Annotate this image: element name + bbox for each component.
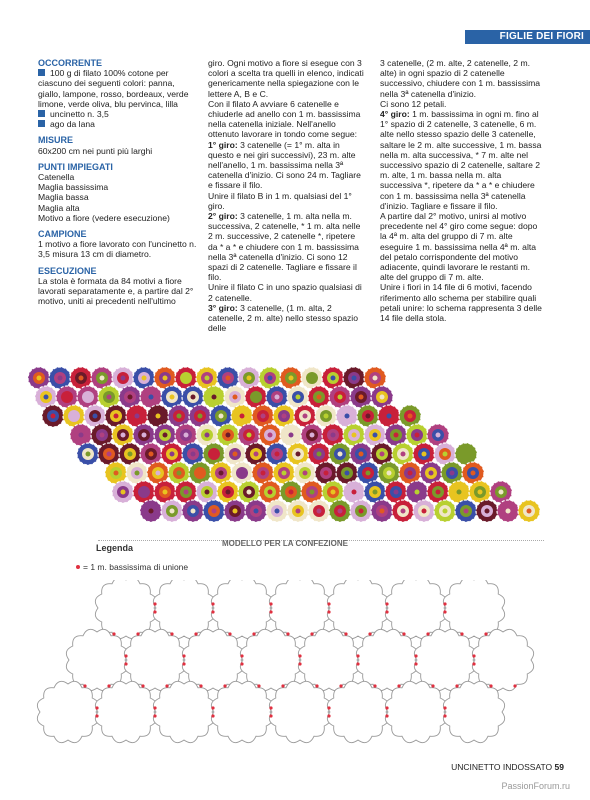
join-dot — [269, 706, 272, 709]
join-dot — [240, 654, 243, 657]
join-dot — [269, 714, 272, 717]
join-dot — [472, 654, 475, 657]
join-dot-icon — [76, 565, 80, 569]
flower-motif — [476, 500, 498, 522]
join-dot — [269, 602, 272, 605]
section-title: FIGLIE DEI FIORI — [499, 31, 584, 42]
join-dot — [443, 714, 446, 717]
join-dot — [107, 684, 110, 687]
paragraph: Unire i fiori in 14 file di 6 motivi, facendo riferimento allo schema per stabilire quali petali unire: lo schema rappresenta 3 delle 14 file della stola. — [380, 282, 542, 324]
join-dot — [489, 684, 492, 687]
diagram-flower — [153, 681, 214, 742]
join-dot — [484, 632, 487, 635]
legend-item: = 1 m. bassissima di unione — [76, 562, 188, 572]
join-dot — [327, 714, 330, 717]
join-dot — [182, 662, 185, 665]
column-right — [380, 58, 542, 323]
punti-item: Motivo a fiore (vedere esecuzione) — [38, 212, 170, 223]
join-dot — [373, 684, 376, 687]
join-dot — [385, 610, 388, 613]
flower-motif — [77, 443, 99, 465]
column-left — [38, 58, 198, 306]
flower-motif — [497, 500, 519, 522]
punti-heading: PUNTI IMPIEGATI — [38, 161, 113, 172]
paragraph: giro. Ogni motivo a fiore si esegue con 3 colori a scelta tra quelli in elenco, indicati genericamente nella spiegazione con le lettere A, B e C. — [208, 58, 364, 99]
round-4: 4° giro: 1 m. bassissima in ogni m. fino al 1° spazio di 2 catenelle, 3 catenelle, 6 m. alte nello stesso spazio delle 3 catenelle, saltare le 2 m. alte successive, 1 m. bassa nella m. alta successiva, * 7 m. alte nel successivo spazio di 2 catenelle, saltare 2 m. alte, 1 m. bassa nella m. alta successiva *, ripetere da * a * e chiudere con 1 m. bassissima nella 3ª catenella d'inizio. Tagliare e fissare il filo. — [380, 109, 542, 211]
campione-heading: CAMPIONE — [38, 229, 87, 240]
join-dot — [141, 684, 144, 687]
join-dot — [298, 654, 301, 657]
join-dot — [327, 706, 330, 709]
join-dot — [182, 654, 185, 657]
round-1: 1° giro: 3 catenelle (= 1° m. alta in questo e nei giri successivi), 23 m. alte nell'anello, 1 m. bassissima nella 3ª catenella d'inizio. Ci sono 24 m. Tagliare e fissare il filo. — [208, 139, 361, 191]
flower-motif — [434, 500, 456, 522]
flower-motif — [518, 500, 540, 522]
join-dot — [513, 684, 516, 687]
diagram-flower — [385, 681, 446, 742]
punti-item: Maglia bassa — [38, 192, 89, 203]
flower-motif — [203, 500, 225, 522]
bullet-icon — [38, 69, 45, 76]
magazine-name: UNCINETTO INDOSSATO — [451, 762, 553, 772]
join-dot — [443, 610, 446, 613]
join-dot — [257, 684, 260, 687]
occorrente-item: ago da lana — [38, 119, 198, 129]
flower-motif — [245, 500, 267, 522]
join-dot — [83, 684, 86, 687]
flower-motif — [413, 500, 435, 522]
join-dot — [211, 714, 214, 717]
campione-text: 1 motivo a fiore lavorato con l'uncinetto n. 3,5 misura 13 cm di diametro. — [38, 239, 197, 260]
join-dot — [165, 684, 168, 687]
join-dot — [240, 662, 243, 665]
join-dot — [385, 714, 388, 717]
join-dot — [368, 632, 371, 635]
join-dot — [211, 706, 214, 709]
join-dot — [170, 632, 173, 635]
diagram-title: MODELLO PER LA CONFEZIONE — [222, 539, 348, 548]
misure-text: 60x200 cm nei punti più larghi — [38, 145, 153, 156]
flower-motif — [224, 500, 246, 522]
page-number: 59 — [554, 762, 564, 772]
legend-title: Legenda — [96, 543, 134, 553]
punti-item: Maglia bassissima — [38, 182, 109, 193]
join-dot — [211, 610, 214, 613]
join-dot — [298, 662, 301, 665]
join-dot — [223, 684, 226, 687]
stole-photo — [0, 360, 590, 530]
round-3: 3° giro: 3 catenelle, (1 m. alta, 2 catenelle, 2 m. alte) nello stesso spazio delle — [208, 302, 358, 334]
flower-motif — [350, 500, 372, 522]
occorrente-item: 100 g di filato 100% cotone per ciascuno dei seguenti colori: panna, giallo, lampone, rosso, bordeaux, verde limone, verde oliva, blu pervinca, lilla — [38, 68, 189, 109]
join-dot — [252, 632, 255, 635]
join-dot — [153, 602, 156, 605]
join-dot — [315, 684, 318, 687]
flower-motif — [371, 500, 393, 522]
join-dot — [443, 706, 446, 709]
join-dot — [286, 632, 289, 635]
join-dot — [310, 632, 313, 635]
esecuzione-heading: ESECUZIONE — [38, 265, 97, 276]
paragraph: Unire il filato C in uno spazio qualsiasi di 2 catenelle. — [208, 282, 362, 303]
diagram-flower — [211, 681, 272, 742]
page-footer — [451, 762, 564, 772]
join-dot — [281, 684, 284, 687]
occorrente-heading: OCCORRENTE — [38, 58, 103, 68]
flower-motif — [161, 500, 183, 522]
paragraph: A partire dal 2° motivo, unirsi al motivo precedente nel 4° giro come segue: dopo la 4ª m. alta del gruppo di 7 m. alte eseguire 1 m. bassissima nella 4ª m. alta del petalo corrispondente del motivo adiacente, quindi lavorare le restanti m. alte del gruppo di 7 m. alte. — [380, 211, 538, 283]
join-dot — [199, 684, 202, 687]
join-dot — [211, 602, 214, 605]
flower-motif — [287, 500, 309, 522]
diagram-flower — [443, 681, 504, 742]
join-dot — [356, 654, 359, 657]
paragraph: Ci sono 12 petali. — [380, 98, 447, 109]
join-dot — [339, 684, 342, 687]
flower-motif — [42, 405, 64, 427]
diagram-flower — [37, 681, 98, 742]
esecuzione-text: La stola è formata da 84 motivi a fiore lavorati separatamente e, a partire dal 2° motivo, uniti ai precedenti nell'ultimo — [38, 275, 194, 307]
join-dot — [228, 632, 231, 635]
join-dot — [443, 602, 446, 605]
flower-motif — [140, 500, 162, 522]
flower-motif — [266, 500, 288, 522]
join-dot — [136, 632, 139, 635]
paragraph: Con il filato A avviare 6 catenelle e chiuderle ad anello con 1 m. bassissima nella catenella iniziale. Nell'anello ottenuto lavorare in tondo come segue: — [208, 98, 361, 140]
punti-item: Maglia alta — [38, 202, 80, 213]
join-dot — [327, 610, 330, 613]
round-2: 2° giro: 3 catenelle, 1 m. alta nella m. successiva, 2 catenelle, * 1 m. alta nelle 2 m. successive, 2 catenelle *, ripetere da * a * e chiudere con 1 m. bassissima nella 3ª catenella d'inizio. Ci sono 12 spazi di 2 catenelle. Tagliare e fissare il filo. — [208, 211, 361, 283]
diagram-flower — [95, 681, 156, 742]
column-middle — [208, 58, 366, 333]
assembly-diagram — [0, 580, 590, 760]
join-dot — [124, 662, 127, 665]
bullet-icon — [38, 120, 45, 127]
join-dot — [397, 684, 400, 687]
flower-motif — [182, 500, 204, 522]
paragraph: Unire il filato B in 1 m. qualsiasi del 1° giro. — [208, 190, 352, 211]
join-dot — [95, 714, 98, 717]
join-dot — [472, 662, 475, 665]
diagram-flower — [269, 681, 330, 742]
join-dot — [426, 632, 429, 635]
misure-heading: MISURE — [38, 135, 74, 146]
bullet-icon — [38, 110, 45, 117]
join-dot — [460, 632, 463, 635]
flower-motif — [392, 500, 414, 522]
join-dot — [402, 632, 405, 635]
watermark: PassionForum.ru — [501, 781, 570, 791]
flower-motif — [455, 500, 477, 522]
join-dot — [356, 662, 359, 665]
join-dot — [112, 632, 115, 635]
join-dot — [194, 632, 197, 635]
flower-motif — [329, 500, 351, 522]
join-dot — [385, 706, 388, 709]
join-dot — [153, 610, 156, 613]
join-dot — [327, 602, 330, 605]
join-dot — [269, 610, 272, 613]
flower-motif — [112, 481, 134, 503]
join-dot — [153, 706, 156, 709]
flower-motif — [308, 500, 330, 522]
join-dot — [95, 706, 98, 709]
join-dot — [124, 654, 127, 657]
join-dot — [414, 662, 417, 665]
punti-item: Catenella — [38, 172, 75, 183]
join-dot — [344, 632, 347, 635]
paragraph: 3 catenelle, (2 m. alte, 2 catenelle, 2 m. alte) in ogni spazio di 2 catenelle successivo, chiudere con 1 m. bassissima nella 3ª catenella d'inizio. — [380, 58, 541, 99]
join-dot — [153, 714, 156, 717]
diagram-flower — [327, 681, 388, 742]
occorrente-item: uncinetto n. 3,5 — [38, 109, 198, 119]
join-dot — [455, 684, 458, 687]
join-dot — [431, 684, 434, 687]
join-dot — [385, 602, 388, 605]
join-dot — [414, 654, 417, 657]
